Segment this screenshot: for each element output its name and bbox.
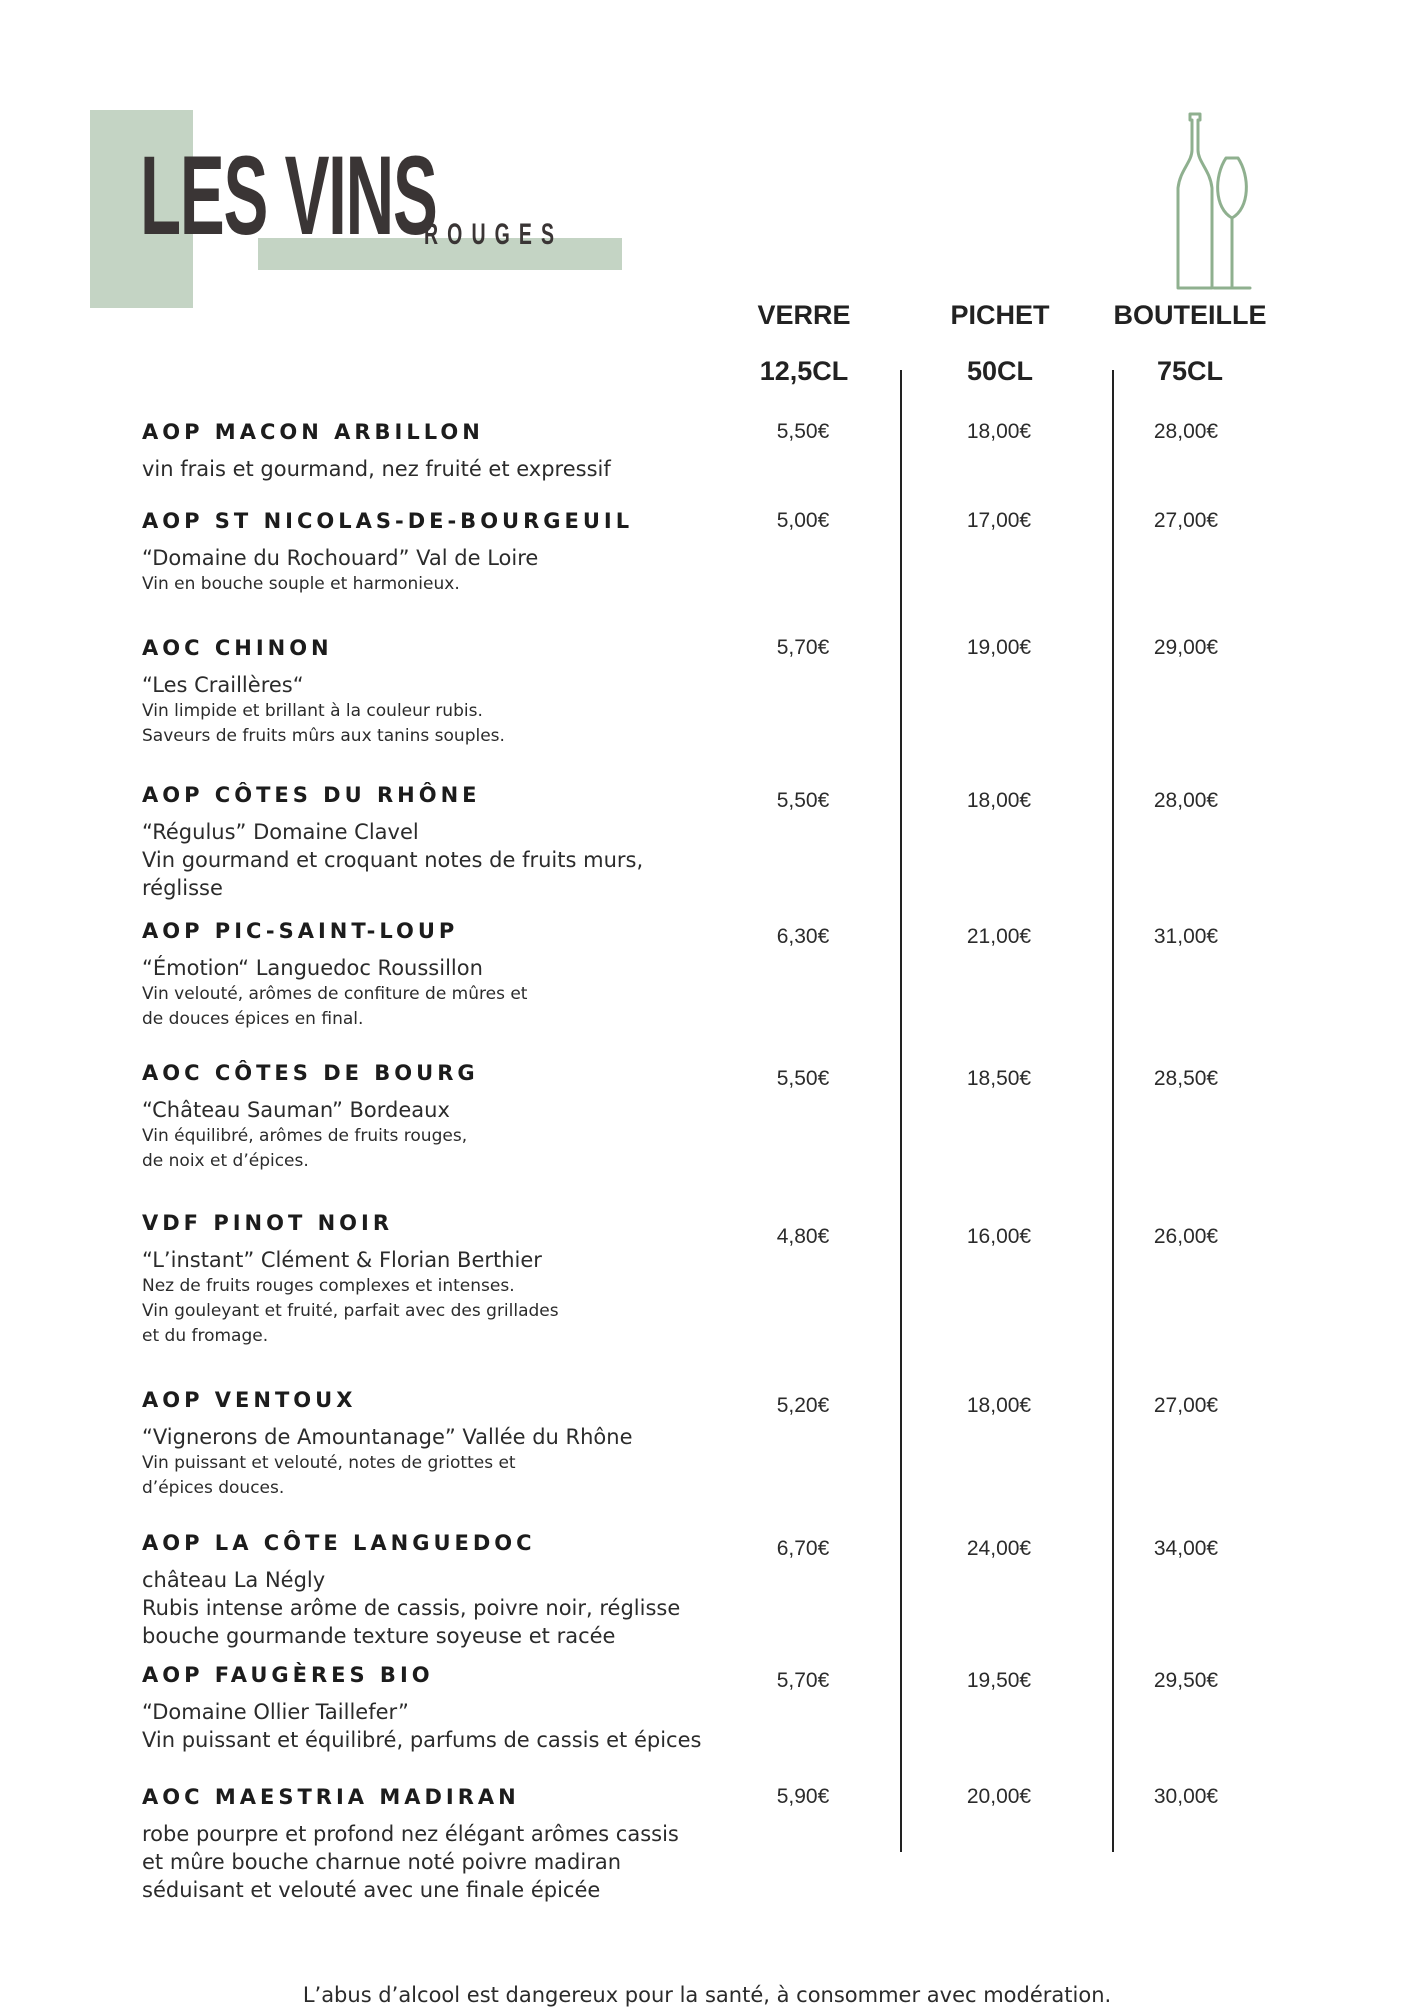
price-bottle: 29,00€	[1153, 636, 1219, 659]
wine-description-line: réglisse	[142, 876, 223, 900]
wine-description-line: Vin velouté, arômes de confiture de mûres et	[142, 984, 528, 1004]
wine-name: AOP FAUGÈRES BIO	[142, 1663, 434, 1687]
wine-name: AOC MAESTRIA MADIRAN	[142, 1785, 520, 1809]
wine-description-line: “Émotion“ Languedoc Roussillon	[142, 956, 483, 980]
price-pitcher: 17,00€	[966, 509, 1032, 532]
wine-description-line: “Vignerons de Amountanage” Vallée du Rhône	[142, 1425, 633, 1449]
wine-description-line: robe pourpre et profond nez élégant arômes cassis	[142, 1822, 679, 1846]
wine-name: AOP VENTOUX	[142, 1388, 357, 1412]
wine-description-line: Vin équilibré, arômes de fruits rouges,	[142, 1126, 468, 1146]
wine-bottle-and-glass-icon	[1170, 110, 1260, 295]
column-header-pitcher: PICHET	[950, 300, 1050, 330]
wine-description	[142, 544, 742, 597]
price-bottle: 27,00€	[1153, 509, 1219, 532]
price-bottle: 28,00€	[1153, 789, 1219, 812]
wine-description-line: Vin en bouche souple et harmonieux.	[142, 574, 460, 594]
wine-description-line: d’épices douces.	[142, 1478, 285, 1498]
wine-description-line: “L’instant” Clément & Florian Berthier	[142, 1248, 542, 1272]
price-bottle: 28,00€	[1153, 420, 1219, 443]
price-pitcher: 18,50€	[966, 1067, 1032, 1090]
wine-description-line: Saveurs de fruits mûrs aux tanins souples.	[142, 726, 505, 746]
column-divider-1	[900, 370, 902, 1852]
price-bottle: 27,00€	[1153, 1394, 1219, 1417]
wine-name: AOP PIC-SAINT-LOUP	[142, 919, 459, 943]
wine-description-line: “Domaine du Rochouard” Val de Loire	[142, 546, 539, 570]
wine-description-line: séduisant et velouté avec une finale épicée	[142, 1878, 601, 1902]
wine-description-line: et du fromage.	[142, 1326, 269, 1346]
wine-description-line: château La Négly	[142, 1568, 326, 1592]
price-pitcher: 18,00€	[966, 420, 1032, 443]
column-header-glass: VERRE	[757, 300, 851, 330]
page-title: LES VINS	[140, 133, 437, 258]
price-glass: 5,70€	[776, 636, 830, 659]
wine-description	[142, 1096, 742, 1174]
wine-name: AOC CHINON	[142, 636, 333, 660]
column-divider-2	[1112, 370, 1114, 1852]
price-glass: 5,00€	[776, 509, 830, 532]
price-bottle: 28,50€	[1153, 1067, 1219, 1090]
price-glass: 5,90€	[776, 1785, 830, 1808]
wine-description-line: vin frais et gourmand, nez fruité et expressif	[142, 457, 611, 481]
price-pitcher: 24,00€	[966, 1537, 1032, 1560]
price-glass: 6,30€	[776, 925, 830, 948]
page-subtitle: ROUGES	[424, 218, 564, 251]
wine-name: AOC CÔTES DE BOURG	[142, 1061, 479, 1085]
wine-description-line: Nez de fruits rouges complexes et intenses.	[142, 1276, 515, 1296]
footer-note: L’abus d’alcool est dangereux pour la santé, à consommer avec modération.	[302, 1983, 1112, 2007]
wine-description-line: “Domaine Ollier Taillefer”	[142, 1700, 409, 1724]
price-pitcher: 16,00€	[966, 1225, 1032, 1248]
wine-description-line: de noix et d’épices.	[142, 1151, 309, 1171]
wine-name: AOP LA CÔTE LANGUEDOC	[142, 1531, 536, 1555]
price-pitcher: 18,00€	[966, 789, 1032, 812]
wine-description-line: Vin gourmand et croquant notes de fruits murs,	[142, 848, 644, 872]
price-pitcher: 21,00€	[966, 925, 1032, 948]
price-glass: 5,50€	[776, 420, 830, 443]
price-bottle: 34,00€	[1153, 1537, 1219, 1560]
wine-name: AOP ST NICOLAS-DE-BOURGEUIL	[142, 509, 634, 533]
wine-description-line: Rubis intense arôme de cassis, poivre noir, réglisse	[142, 1596, 681, 1620]
wine-description	[142, 1698, 742, 1754]
price-glass: 6,70€	[776, 1537, 830, 1560]
price-glass: 5,50€	[776, 1067, 830, 1090]
wine-description-line: “Château Sauman” Bordeaux	[142, 1098, 450, 1122]
wine-description-line: bouche gourmande texture soyeuse et racée	[142, 1624, 616, 1648]
price-bottle: 30,00€	[1153, 1785, 1219, 1808]
price-pitcher: 20,00€	[966, 1785, 1032, 1808]
wine-description	[142, 954, 742, 1032]
wine-description-line: et mûre bouche charnue noté poivre madiran	[142, 1850, 622, 1874]
wine-description-line: “Régulus” Domaine Clavel	[142, 820, 419, 844]
wine-description	[142, 671, 742, 749]
price-pitcher: 19,50€	[966, 1669, 1032, 1692]
wine-description	[142, 1423, 742, 1501]
price-bottle: 26,00€	[1153, 1225, 1219, 1248]
wine-description-line: Vin puissant et équilibré, parfums de cassis et épices	[142, 1728, 702, 1752]
column-header-bottle: BOUTEILLE	[1113, 300, 1267, 330]
price-pitcher: 18,00€	[966, 1394, 1032, 1417]
wine-description	[142, 1820, 742, 1904]
wine-description	[142, 1246, 742, 1349]
price-pitcher: 19,00€	[966, 636, 1032, 659]
wine-description	[142, 455, 742, 483]
price-glass: 5,20€	[776, 1394, 830, 1417]
price-bottle: 29,50€	[1153, 1669, 1219, 1692]
wine-name: AOP CÔTES DU RHÔNE	[142, 783, 481, 807]
wine-description-line: Vin limpide et brillant à la couleur rubis.	[142, 701, 483, 721]
wine-description-line: “Les Craillères“	[142, 673, 304, 697]
column-volume-pitcher: 50CL	[966, 356, 1034, 386]
wine-description	[142, 1566, 742, 1650]
price-glass: 5,70€	[776, 1669, 830, 1692]
price-glass: 5,50€	[776, 789, 830, 812]
wine-description-line: Vin puissant et velouté, notes de griottes et	[142, 1453, 516, 1473]
price-bottle: 31,00€	[1153, 925, 1219, 948]
wine-description-line: de douces épices en final.	[142, 1009, 364, 1029]
wine-name: VDF PINOT NOIR	[142, 1211, 394, 1235]
column-volume-bottle: 75CL	[1156, 356, 1224, 386]
wine-name: AOP MACON ARBILLON	[142, 420, 484, 444]
column-volume-glass: 12,5CL	[759, 356, 849, 386]
wine-description-line: Vin gouleyant et fruité, parfait avec des grillades	[142, 1301, 559, 1321]
price-glass: 4,80€	[776, 1225, 830, 1248]
wine-description	[142, 818, 742, 902]
